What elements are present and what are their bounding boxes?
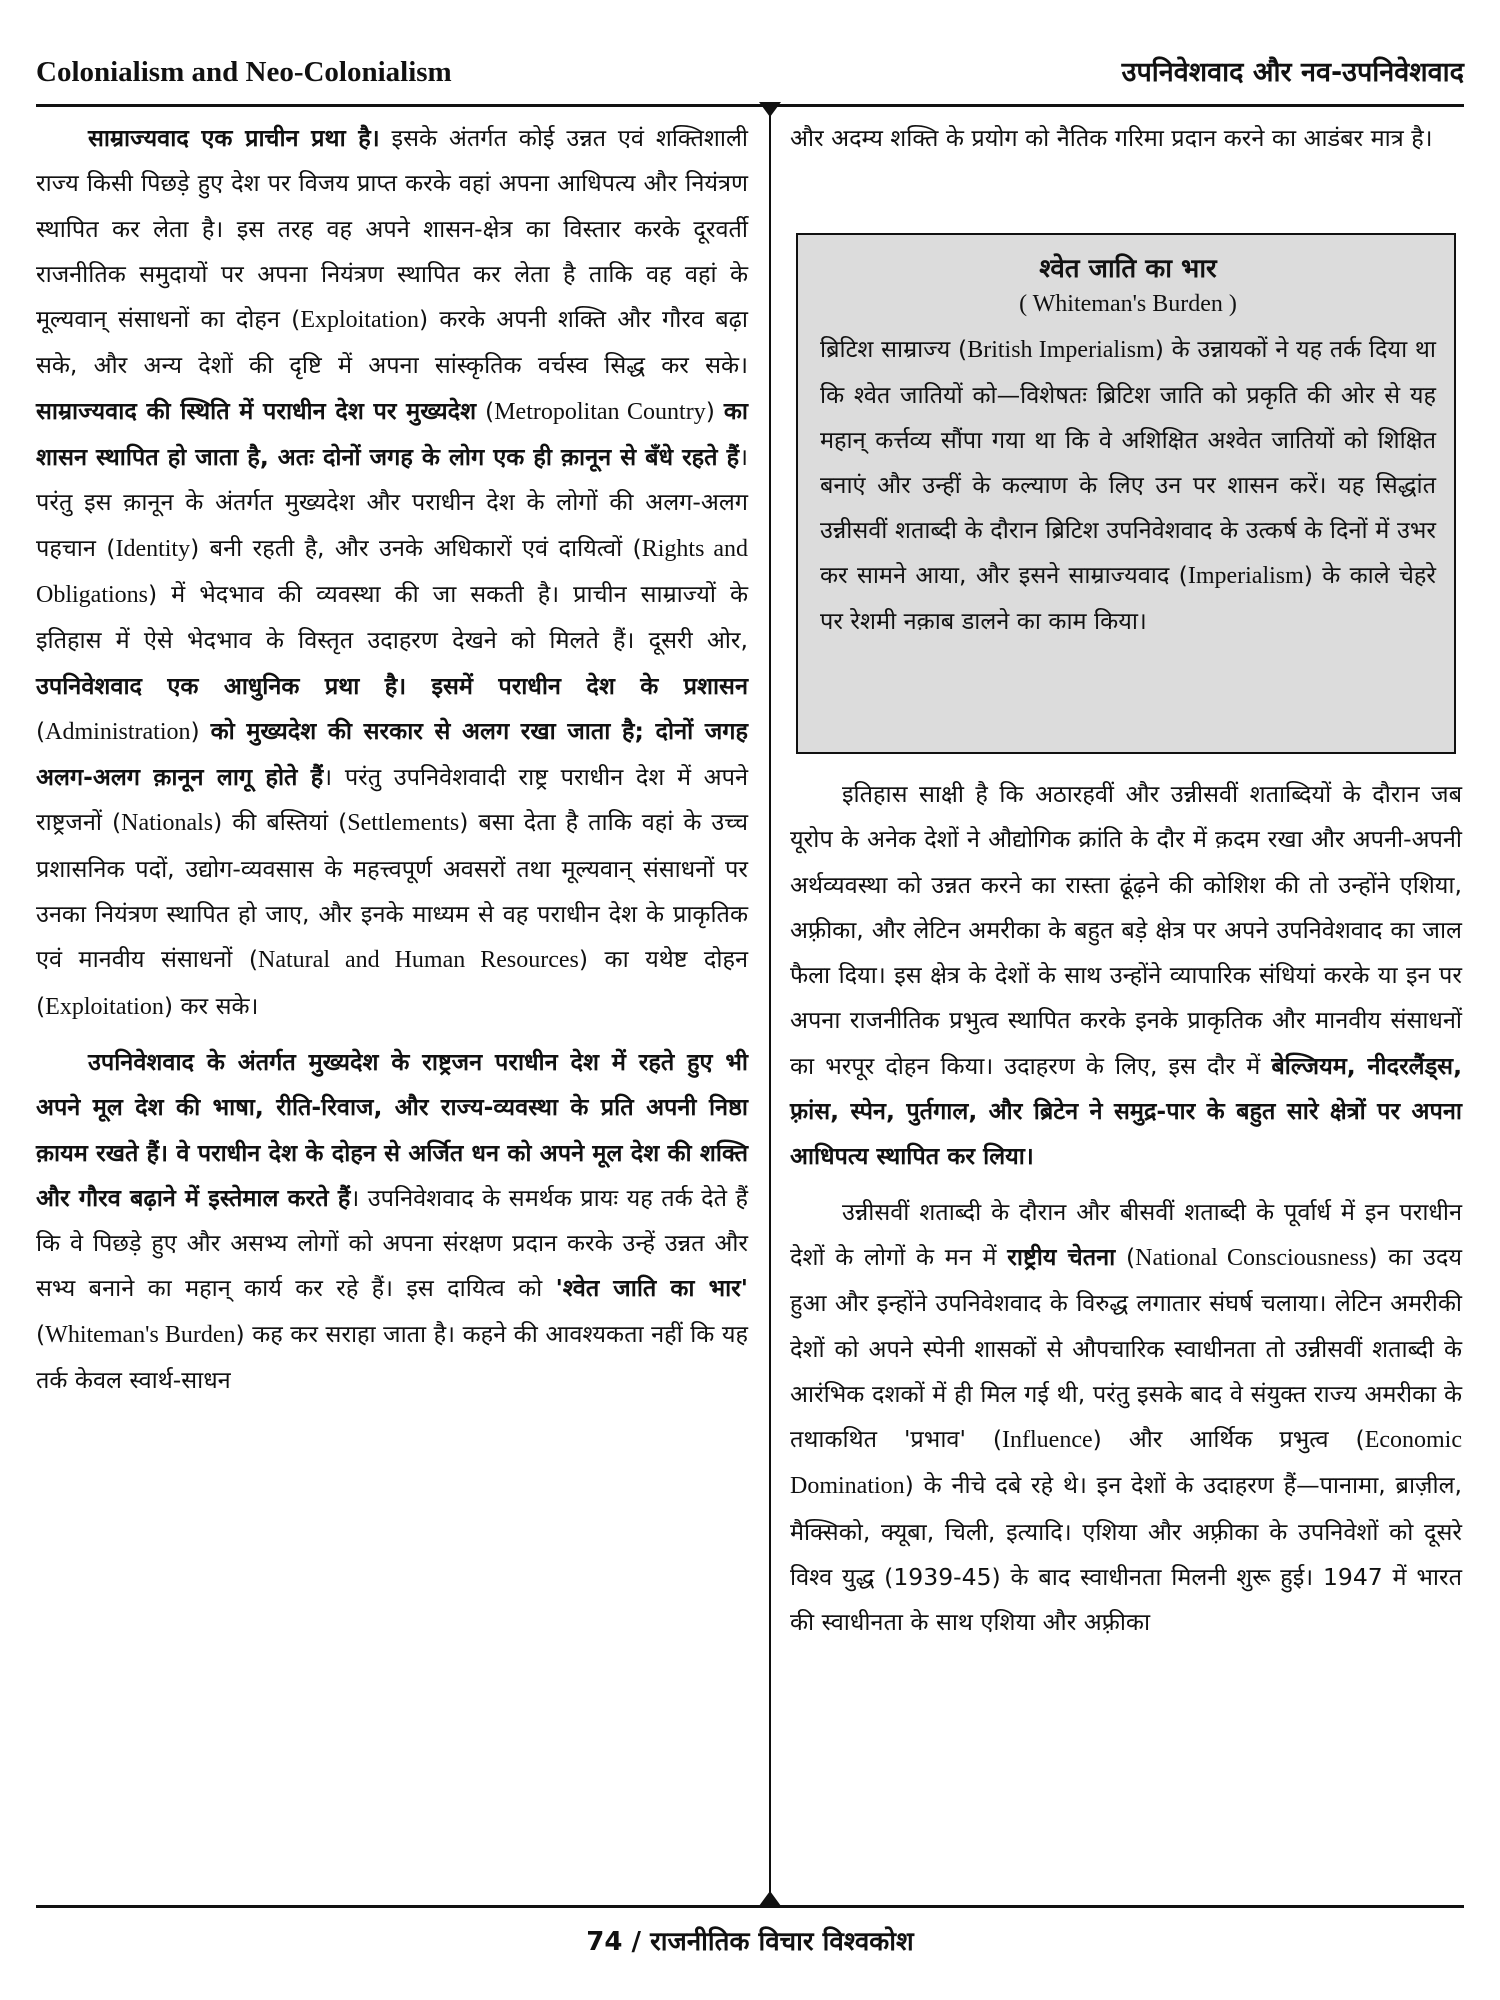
header-title-hindi: उपनिवेशवाद और नव-उपनिवेशवाद bbox=[1121, 57, 1464, 88]
english-term-run: Exploitation bbox=[45, 993, 164, 1020]
english-term-run: Whiteman's Burden bbox=[45, 1321, 236, 1348]
text-run: । परंतु उपनिवेशवादी राष्ट्र पराधीन देश में अपने राष्ट्रजनों ( bbox=[36, 763, 748, 837]
english-term-run: Settlements bbox=[347, 810, 460, 837]
text-run: ( bbox=[36, 1319, 46, 1348]
english-term-run: Administration bbox=[45, 718, 191, 745]
text-run: ) के काले चेहरे पर रेशमी नक़ाब डालने का काम किया। bbox=[820, 561, 1436, 635]
english-term-run: Nationals bbox=[121, 810, 214, 837]
english-term-run: Metropolitan Country bbox=[494, 398, 706, 425]
right-column bbox=[790, 116, 1462, 161]
bold-text-run: उपनिवेशवाद के अंतर्गत मुख्यदेश के राष्ट्रजन पराधीन देश में रहते हुए भी अपने मूल देश की भाषा, रीति-रिवाज, और राज्य-व्यवस्था के प्रति अपनी निष्ठा क़ायम रखते हैं। वे पराधीन देश के दोहन से अर्जित धन को अपने मूल देश की शक्ति और गौरव बढ़ाने में इस्तेमाल करते हैं bbox=[36, 1047, 748, 1212]
text-run: ) में भेदभाव की व्यवस्था की जा सकती है। प्राचीन साम्राज्यों के इतिहास में ऐसे भेदभाव के विस्तृत उदाहरण देखने को मिलते हैं। दूसरी ओर, bbox=[36, 579, 748, 655]
text-run: ) करके अपनी शक्ति और गौरव बढ़ा सके, और अन्य देशों की दृष्टि में अपना सांस्कृतिक वर्चस्व सिद्ध कर सके। bbox=[36, 305, 748, 380]
text-run: और अदम्य शक्ति के प्रयोग को नैतिक गरिमा प्रदान करने का आडंबर मात्र है। bbox=[790, 124, 1433, 152]
text-run: ( bbox=[1115, 1242, 1136, 1271]
bold-text-run: उपनिवेशवाद एक आधुनिक प्रथा है। इसमें पराधीन देश के प्रशासन bbox=[36, 671, 748, 700]
box-body bbox=[820, 327, 1436, 644]
bold-text-run: को मुख्यदेश की सरकार से अलग रखा जाता है; दोनों जगह अलग-अलग क़ानून लागू होते हैं bbox=[36, 716, 748, 792]
bold-text-run: राष्ट्रीय चेतना bbox=[1007, 1242, 1116, 1271]
text-run: ) का यथेष्ट दोहन ( bbox=[36, 945, 749, 1020]
right-paragraph-2 bbox=[790, 1190, 1462, 1646]
bold-text-run: साम्राज्यवाद की स्थिति में पराधीन देश पर मुख्यदेश bbox=[36, 396, 477, 425]
text-run: ब्रिटिश साम्राज्य ( bbox=[820, 335, 968, 363]
right-paragraph-continued bbox=[790, 116, 1462, 161]
left-paragraph-1 bbox=[36, 116, 748, 1030]
text-run: । परंतु इस क़ानून के अंतर्गत मुख्यदेश और पराधीन देश के लोगों की अलग-अलग पहचान ( bbox=[36, 443, 748, 562]
english-term-run: Natural and Human Resources bbox=[258, 947, 579, 974]
text-run: ) की बस्तियां ( bbox=[213, 808, 348, 837]
left-paragraph-2 bbox=[36, 1040, 748, 1403]
text-run: इसके अंतर्गत कोई उन्नत एवं शक्तिशाली राज्य किसी पिछड़े हुए देश पर विजय प्राप्त करके वहां अपना आधिपत्य और नियंत्रण स्थापित कर लेता है। इस तरह वह अपने शासन-क्षेत्र का विस्तार करके दूरवर्ती राजनीतिक समुदायों पर अपना नियंत्रण स्थापित कर लेता है ताकि वह वहां के मूल्यवान् संसाधनों का दोहन ( bbox=[36, 124, 749, 334]
text-run: ) bbox=[190, 716, 211, 745]
left-column bbox=[36, 116, 748, 1403]
english-term-run: Rights and Obligations bbox=[36, 535, 748, 608]
text-run: ) बनी रहती है, और उनके अधिकारों एवं दायित्वों ( bbox=[190, 533, 642, 562]
english-term-run: Economic Domination bbox=[790, 1427, 1462, 1500]
text-run: उन्नीसवीं शताब्दी के दौरान और बीसवीं शताब्दी के पूर्वार्ध में इन पराधीन देशों के लोगों के मन में bbox=[790, 1197, 1462, 1271]
right-paragraph-1 bbox=[790, 772, 1462, 1180]
text-run: ) कह कर सराहा जाता है। कहने की आवश्यकता नहीं कि यह तर्क केवल स्वार्थ-साधन bbox=[36, 1319, 748, 1395]
footer-rule bbox=[36, 1905, 1464, 1908]
header-title-english: Colonialism and Neo-Colonialism bbox=[36, 56, 452, 88]
box-title: श्वेत जाति का भार bbox=[1039, 254, 1217, 284]
bold-text-run: बेल्जियम, नीदरलैंड्स, फ़्रांस, स्पेन, पुर्तगाल, और ब्रिटेन ने समुद्र-पार के बहुत सारे क्षेत्रों पर अपना आधिपत्य स्थापित कर लिया। bbox=[790, 1051, 1462, 1171]
bold-text-run: साम्राज्यवाद एक प्राचीन प्रथा है। bbox=[88, 124, 380, 152]
box-subtitle: ( Whiteman's Burden ) bbox=[1019, 291, 1237, 317]
bottom-triangle-marker bbox=[759, 1891, 781, 1906]
sidebar-box-whiteman-burden bbox=[796, 233, 1456, 754]
header-rule bbox=[36, 104, 1464, 107]
right-column-lower bbox=[790, 772, 1462, 1646]
bold-text-run: का शासन स्थापित हो जाता है, अतः दोनों जगह के लोग एक ही क़ानून से बँधे रहते हैं bbox=[36, 396, 749, 472]
english-term-run: Identity bbox=[115, 535, 191, 562]
bold-text-run: 'श्वेत जाति का भार' bbox=[555, 1274, 748, 1303]
column-divider bbox=[769, 110, 771, 1900]
english-term-run: National Consciousness bbox=[1135, 1244, 1369, 1271]
english-term-run: British Imperialism bbox=[967, 337, 1155, 363]
english-term-run: Exploitation bbox=[300, 307, 419, 334]
text-run: ( bbox=[476, 396, 495, 425]
text-run: ( bbox=[36, 716, 46, 745]
text-run: इतिहास साक्षी है कि अठारहवीं और उन्नीसवीं शताब्दियों के दौरान जब यूरोप के अनेक देशों ने औद्योगिक क्रांति के दौर में क़दम रखा और अपनी-अपनी अर्थव्यवस्था को उन्नत करने का रास्ता ढूंढ़ने की कोशिश की तो उन्होंने एशिया, अफ़्रीका, और लेटिन अमरीका के बहुत बड़े क्षेत्र पर अपने उपनिवेशवाद का जाल फैला दिया। इस क्षेत्र के देशों के साथ उन्होंने व्यापारिक संधियां करके या इन पर अपना राजनीतिक प्रभुत्व स्थापित करके इनके प्राकृतिक और मानवीय संसाधनों का भरपूर दोहन किया। उदाहरण के लिए, इस दौर में bbox=[790, 780, 1462, 1080]
text-run: ) के नीचे दबे रहे थे। इन देशों के उदाहरण हैं—पानामा, ब्राज़ील, मैक्सिको, क्यूबा, चिली, इत्यादि। एशिया और अफ़्रीका के उपनिवेशों को दूसरे विश्व युद्ध (1939-45) के बाद स्वाधीनता मिलनी शुरू हुई। 1947 में भारत की स्वाधीनता के साथ एशिया और अफ़्रीका bbox=[790, 1471, 1462, 1637]
text-run: ) कर सके। bbox=[163, 991, 259, 1020]
text-run: ) का उदय हुआ और इन्होंने उपनिवेशवाद के विरुद्ध लगातार संघर्ष चलाया। लेटिन अमरीकी देशों को अपने स्पेनी शासकों से औपचारिक स्वाधीनता तो उन्नीसवीं शताब्दी के आरंभिक दशकों में ही मिल गई थी, परंतु इसके बाद वे संयुक्त राज्य अमरीका के तथाकथित 'प्रभाव' ( bbox=[790, 1242, 1462, 1454]
text-run: ) बसा देता है ताकि वहां के उच्च प्रशासनिक पदों, उद्योग-व्यवसास के महत्त्वपूर्ण अवसरों तथा मूल्यवान् संसाधनों पर उनका नियंत्रण स्थापित हो जाए, और इनके माध्यम से वह पराधीन देश के प्राकृतिक एवं मानवीय संसाधनों ( bbox=[36, 808, 748, 974]
english-term-run: Influence bbox=[1002, 1427, 1093, 1454]
english-term-run: Imperialism bbox=[1187, 563, 1304, 589]
page-footer: 74 / राजनीतिक विचार विश्वकोश bbox=[586, 1927, 914, 1957]
text-run: ) bbox=[705, 396, 724, 425]
text-run: ) के उन्नायकों ने यह तर्क दिया था कि श्वेत जातियों को—विशेषतः ब्रिटिश जाति को प्रकृति की ओर से यह महान् कर्त्तव्य सौंपा गया था कि वे अशिक्षित अश्वेत जातियों को शिक्षित बनाएं और उन्हीं के कल्याण के लिए उन पर शासन करें। यह सिद्धांत उन्नीसवीं शताब्दी के दौरान ब्रिटिश उपनिवेशवाद के उत्कर्ष के दिनों में उभर कर सामने आया, और इसने साम्राज्यवाद ( bbox=[820, 335, 1437, 589]
text-run: । उपनिवेशवाद के समर्थक प्रायः यह तर्क देते हैं कि वे पिछड़े हुए और असभ्य लोगों को अपना संरक्षण प्रदान करके उन्हें उन्नत और सभ्य बनाने का महान् कार्य कर रहे हैं। इस दायित्व को bbox=[36, 1183, 748, 1303]
text-run: ) और आर्थिक प्रभुत्व ( bbox=[1092, 1425, 1365, 1454]
page-header bbox=[36, 44, 1464, 106]
